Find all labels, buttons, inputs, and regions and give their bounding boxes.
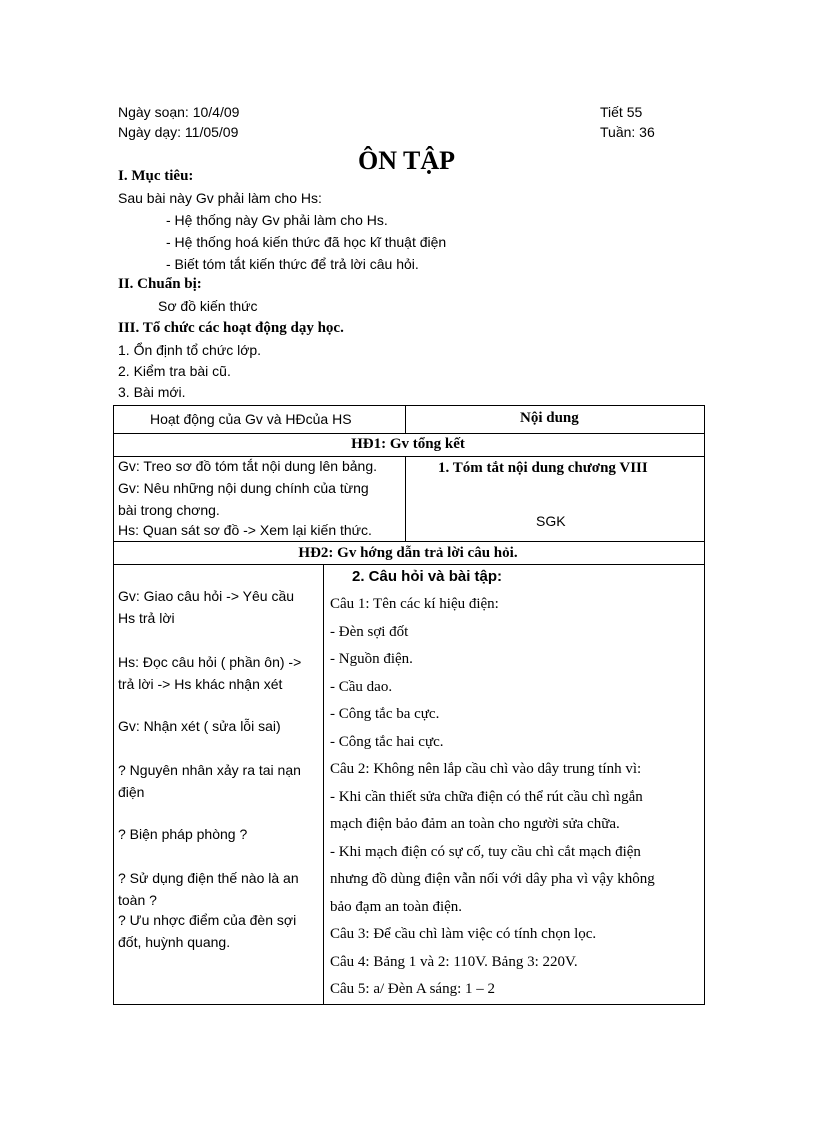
objective-item: - Hệ thống hoá kiến thức đã học kĩ thuật điện [166, 234, 447, 250]
section-objectives-heading: I. Mục tiêu: [118, 168, 194, 184]
hd2-left-line: ? Ưu nhợc điểm của đèn sợi [118, 912, 297, 928]
hd2-left-line: ? Nguyên nhân xảy ra tai nạn [118, 762, 301, 778]
hd2-right-line: - Khi mạch điện có sự cố, tuy cầu chì cắt mạch điện [330, 844, 641, 860]
hd2-right-line: bảo đạm an toàn điện. [330, 899, 463, 915]
table-header-content: Nội dung [520, 410, 579, 426]
hd2-right-line: mạch điện bảo đảm an toàn cho người sửa chữa. [330, 816, 620, 832]
hd2-left-line: Hs trả lời [118, 610, 175, 626]
table-header-activities: Hoạt động của Gv và HĐcủa HS [150, 411, 352, 427]
hd1-left-line: Gv: Nêu những nội dung chính của từng [118, 480, 369, 496]
hd2-title: HĐ2: Gv hớng dẫn trả lời câu hỏi. [298, 545, 518, 561]
hd2-left-line: trả lời -> Hs khác nhận xét [118, 676, 283, 692]
section-preparation-heading: II. Chuẩn bị: [118, 276, 202, 292]
hd2-right-line: nhưng đồ dùng điện vẫn nối với dây pha vì vậy không [330, 871, 655, 887]
hd2-left-line: điện [118, 784, 145, 800]
hd1-title: HĐ1: Gv tổng kết [351, 436, 465, 452]
hd2-left-line: ? Sử dụng điện thế nào là an [118, 870, 299, 886]
hd2-left-line: đốt, huỳnh quang. [118, 934, 231, 950]
page-title: ÔN TẬP [358, 146, 456, 175]
hd1-left-line: Hs: Quan sát sơ đồ -> Xem lại kiến thức. [118, 522, 372, 538]
hd2-right-line: - Nguồn điện. [330, 651, 413, 667]
objective-item: - Hệ thống này Gv phải làm cho Hs. [166, 212, 388, 228]
activity-step: 3. Bài mới. [118, 384, 186, 400]
hd2-right-line: Câu 5: a/ Đèn A sáng: 1 – 2 [330, 981, 495, 997]
date-taught: Ngày dạy: 11/05/09 [118, 124, 239, 140]
hd2-left-line: ? Biện pháp phòng ? [118, 826, 248, 842]
preparation-item: Sơ đồ kiến thức [158, 298, 258, 314]
hd2-right-line: - Công tắc ba cực. [330, 706, 440, 722]
hd1-left-line: bài trong chơng. [118, 502, 220, 518]
week-number: Tuần: 36 [600, 124, 655, 140]
hd1-right-heading: 1. Tóm tắt nội dung chương VIII [438, 460, 648, 476]
hd2-right-line: - Đèn sợi đốt [330, 624, 409, 640]
hd2-right-line: Câu 1: Tên các kí hiệu điện: [330, 596, 499, 612]
hd2-right-line: - Công tắc hai cực. [330, 734, 444, 750]
hd2-right-line: Câu 2: Không nên lắp cầu chì vào dây trung tính vì: [330, 761, 642, 777]
activity-step: 2. Kiểm tra bài cũ. [118, 363, 231, 379]
hd2-right-line: Câu 3: Để cầu chì làm việc có tính chọn lọc. [330, 926, 597, 942]
objective-item: - Biết tóm tắt kiến thức để trả lời câu hỏi. [166, 256, 419, 272]
hd2-left-line: toàn ? [118, 892, 157, 908]
lesson-number: Tiết 55 [600, 104, 643, 120]
hd2-left-line: Gv: Nhận xét ( sửa lỗi sai) [118, 718, 281, 734]
hd2-right-line: - Cầu dao. [330, 679, 393, 695]
hd2-right-line: - Khi cần thiết sửa chữa điện có thể rút cầu chì ngắn [330, 789, 643, 805]
hd1-right-text: SGK [536, 513, 566, 529]
activity-step: 1. Ổn định tổ chức lớp. [118, 342, 262, 358]
hd2-left-line: Hs: Đọc câu hỏi ( phần ôn) -> [118, 654, 302, 670]
hd2-right-line: Câu 4: Bảng 1 và 2: 110V. Bảng 3: 220V. [330, 954, 578, 970]
hd1-left-line: Gv: Treo sơ đồ tóm tắt nội dung lên bảng. [118, 458, 377, 474]
hd2-left-line: Gv: Giao câu hỏi -> Yêu cầu [118, 588, 295, 604]
hd2-right-heading: 2. Câu hỏi và bài tập: [352, 568, 503, 585]
date-prepared: Ngày soạn: 10/4/09 [118, 104, 240, 120]
section-activities-heading: III. Tổ chức các hoạt động dạy học. [118, 320, 344, 336]
objectives-intro: Sau bài này Gv phải làm cho Hs: [118, 190, 322, 206]
